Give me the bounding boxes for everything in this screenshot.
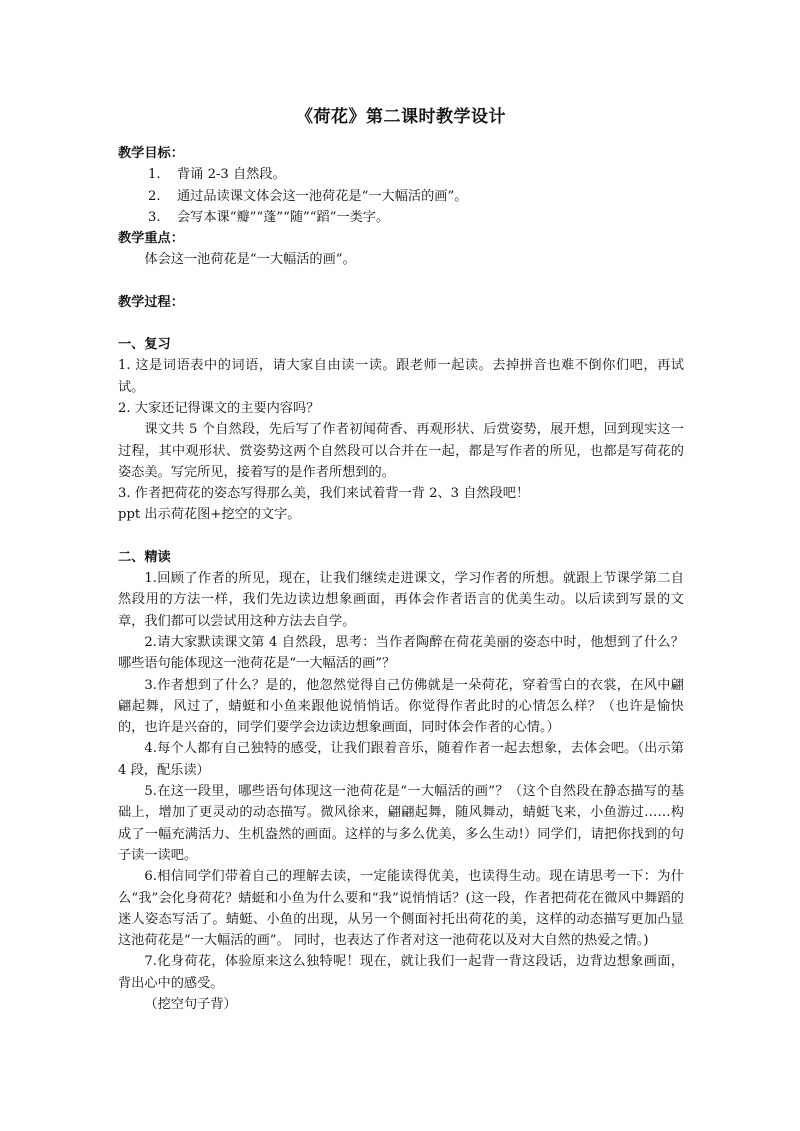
goal-text: 通过品读课文体会这一池荷花是“一大幅活的画”。 <box>177 188 468 204</box>
reading-paragraph: 5.在这一段里，哪些语句体现这一池荷花是“一大幅活的画”？（这个自然段在静态描写的基础上，增加了更灵动的动态描写。微风徐来，翩翩起舞，随风舞动，蜻蜓飞来，小鱼游过……构成了一幅充满活力、生机盎然的画面。这样的与多么优美，多么生动!）同学们，请把你找到的句子读一读吧。 <box>118 784 684 863</box>
goal-number: 2. <box>148 188 161 204</box>
reading-note: （挖空句子背） <box>144 996 237 1012</box>
spacer <box>118 313 684 334</box>
goal-number: 3. <box>148 209 161 225</box>
document-body <box>118 104 684 1015</box>
document-title: 《荷花》第二课时教学设计 <box>296 107 506 127</box>
goal-item <box>118 164 684 185</box>
reading-paragraph: 3.作者想到了什么？是的，他忽然觉得自己仿佛就是一朵荷花，穿着雪白的衣裳，在风中翩翩起舞，风过了，蜻蜓和小鱼来跟他说悄悄话。你觉得作者此时的心情怎么样？（也许是愉快的，也许是兴奋的，同学们要学会边读边想象画面，同时体会作者的心情。） <box>118 677 684 736</box>
review-paragraph: 1. 这是词语表中的词语，请大家自由读一读。跟老师一起读。去掉拼音也难不倒你们吧，再试试。 <box>118 358 684 395</box>
goal-number: 1. <box>148 167 161 183</box>
goals-heading: 教学目标： <box>118 146 184 161</box>
spacer <box>118 271 684 292</box>
reading-paragraph: 2.请大家默读课文第 4 自然段，思考：当作者陶醉在荷花美丽的姿态中时，他想到了什么？哪些语句能体现这一池荷花是“一大幅活的画”？ <box>118 634 684 672</box>
reading-paragraph: 7.化身荷花，体验原来这么独特呢！现在，就让我们一起背一背这段话，边背边想象画面，背出心中的感受。 <box>118 954 684 991</box>
review-paragraph: 2. 大家还记得课文的主要内容吗？ <box>118 400 320 416</box>
reading-paragraph: 4.每个人都有自己独特的感受，让我们跟着音乐，随着作者一起去想象，去体会吧。（出示第 4 段，配乐读） <box>118 741 684 778</box>
focus-text: 体会这一池荷花是“一大幅活的画”。 <box>144 252 356 268</box>
reading-paragraph: 1.回顾了作者的所见，现在，让我们继续走进课文，学习作者的所想。就跟上节课学第二自然段用的方法一样，我们先边读边想象画面，再体会作者语言的优美生动。以后读到写景的文章，我们都可以尝试用这种方法去自学。 <box>118 571 684 629</box>
review-paragraph: 3. 作者把荷花的姿态写得那么美，我们来试着背一背 2、3 自然段吧！ <box>118 486 530 502</box>
goal-text: 会写本课“瓣”“蓬”“随”“蹈”一类字。 <box>177 209 390 225</box>
goal-text: 背诵 2-3 自然段。 <box>177 167 286 183</box>
review-paragraph: ppt 出示荷花图+挖空的文字。 <box>118 507 301 523</box>
goal-item <box>118 186 684 207</box>
reading-heading: 二、精读 <box>118 549 171 565</box>
review-paragraph: 课文共 5 个自然段，先后写了作者初闻荷香、再观形状、后赏姿势，展开想，回到现实这一过程，其中观形状、赏姿势这两个自然段可以合并在一起，都是写作者的所见，也都是写荷花的姿态美。写完所见，接着写的是作者所想到的。 <box>118 422 684 480</box>
goal-item <box>118 207 684 228</box>
process-heading: 教学过程： <box>118 294 184 310</box>
reading-paragraph: 6.相信同学们带着自己的理解去读，一定能读得优美，也读得生动。现在请思考一下：为什么“我”会化身荷花？蜻蜓和小鱼为什么要和“我”说悄悄话？(这一段，作者把荷花在微风中舞蹈的迷人姿态写活了。蜻蜓、小鱼的出现，从另一个侧面衬托出荷花的美，这样的动态描写更加凸显这池荷花是“一大幅活的画”。 同时，也表达了作者对这一池荷花以及对大自然的热爱之情。) <box>118 869 684 949</box>
spacer <box>118 526 684 547</box>
focus-heading: 教学重点： <box>118 231 184 247</box>
review-heading: 一、复习 <box>118 337 171 353</box>
